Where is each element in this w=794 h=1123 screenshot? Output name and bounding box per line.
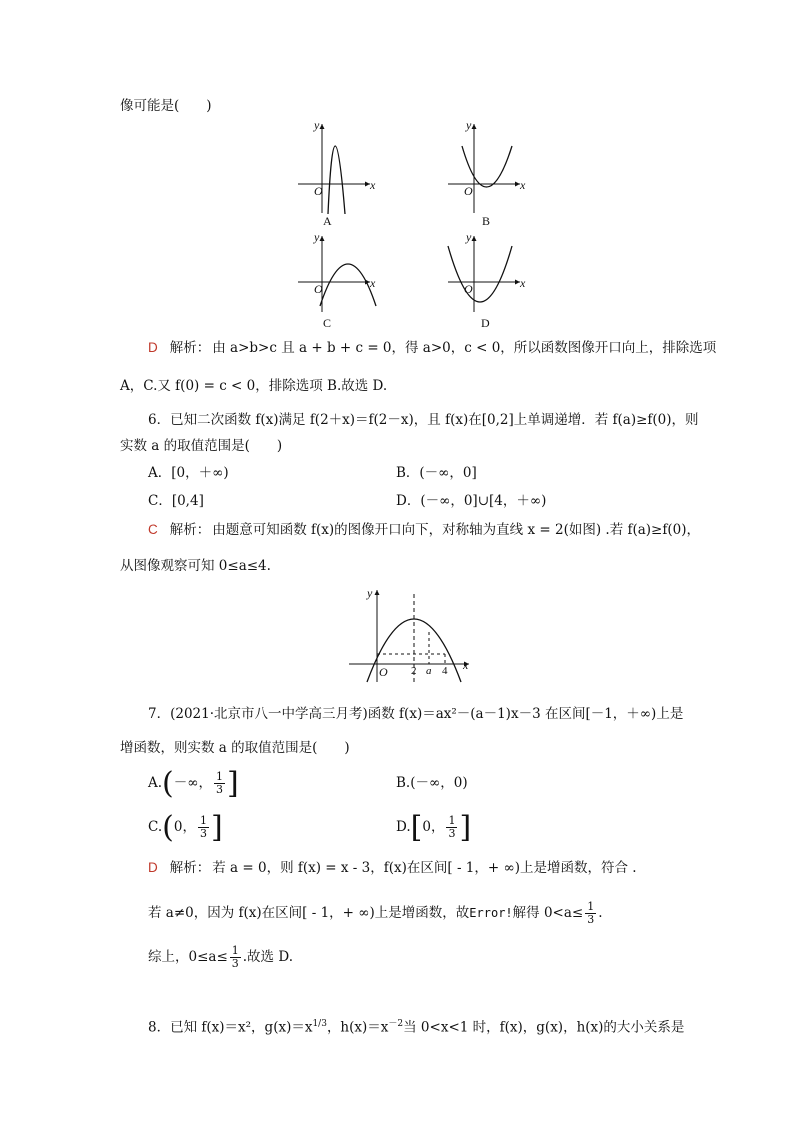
q6-option-c: C．[0,4] — [148, 493, 204, 509]
q8-stem-mid: ，h(x)＝x — [326, 1019, 389, 1036]
q5-analysis-line2: A，C.又 f(0) = c < 0，排除选项 B.故选 D. — [120, 378, 388, 394]
q7-option-d: D.[0， $\frac{1}{3}$ ] — [396, 809, 472, 845]
q5-graph-c — [290, 230, 380, 320]
q7-option-c-prefix: C. — [148, 819, 163, 835]
q6-analysis-line1: 由题意可知函数 f(x)的图像开口向下，对称轴为直线 x = 2(如图) .若 f(a)≥f(0)， — [212, 522, 700, 538]
q7-answer: D — [148, 860, 158, 875]
q6-option-b: B．(－∞，0] — [396, 465, 477, 481]
axis-y-label: y — [367, 586, 373, 600]
q7-analysis-line2-post: 解得 0<a≤ — [512, 905, 584, 921]
frac-numerator: 1 — [448, 814, 456, 827]
q5-graph-a — [290, 118, 380, 218]
q7-analysis-line1: 若 a = 0，则 f(x) = x - 3，f(x)在区间[ - 1，+ ∞)上是增函数，符合 . — [212, 860, 637, 876]
q7-analysis-line2-pre: 若 a≠0，因为 f(x)在区间[ - 1，+ ∞)上是增函数，故 — [148, 905, 470, 921]
q5-analysis — [148, 338, 716, 358]
q7-option-c-body: 0， — [173, 819, 196, 835]
q7-analysis-line3-pre: 综上，0≤a≤ — [148, 949, 228, 965]
q7-stem-line2: 增函数，则实数 a 的取值范围是( ) — [120, 740, 350, 756]
q7-option-a-prefix: A. — [148, 775, 163, 791]
frac-numerator: 1 — [199, 814, 207, 827]
q8-stem-pre: 8．已知 f(x)＝x²，g(x)＝x — [148, 1019, 313, 1036]
axis-y-label: y — [466, 118, 472, 132]
axis-x-label: x — [520, 178, 526, 192]
axis-x-label: x — [520, 276, 526, 290]
q7-analysis-line3 — [148, 942, 293, 972]
q8-stem-post: 当 0<x<1 时，f(x)，g(x)，h(x)的大小关系是 — [403, 1019, 685, 1036]
q7-option-a: A.(－∞， $\frac{1}{3}$ ] — [148, 765, 239, 801]
axis-y-label: y — [314, 118, 320, 132]
tick-label-a: a — [426, 665, 432, 677]
axis-x-label: x — [370, 276, 376, 290]
q6-analysis-line2: 从图像观察可知 0≤a≤4. — [120, 558, 271, 574]
q6-option-d: D．(－∞，0]∪[4，＋∞) — [396, 493, 547, 509]
axis-x-label: x — [370, 178, 376, 192]
frac-numerator: 1 — [216, 770, 224, 783]
origin-label: O — [464, 282, 473, 296]
q8-h-exponent: －2 — [388, 1019, 404, 1029]
q5-answer: D — [148, 340, 158, 355]
origin-label: O — [379, 665, 388, 679]
frac-denominator: 3 — [231, 957, 239, 970]
q7-analysis-line2: 若 a≠0，因为 f(x)在区间[ - 1，+ ∞)上是增函数，故Error!解得 0<a≤ $\frac{1}{3}$ . — [148, 900, 603, 926]
q7-stem-line1: 7．(2021·北京市八一中学高三月考)函数 f(x)＝ax²－(a－1)x－3 在区间[－1，＋∞)上是 — [148, 706, 684, 722]
q5-stem-tail: 像可能是( ) — [120, 98, 212, 114]
axis-y-label: y — [466, 230, 472, 244]
q7-analysis-line3-post: .故选 D. — [242, 949, 293, 965]
q6-stem-line1: 6．已知二次函数 f(x)满足 f(2＋x)＝f(2－x)，且 f(x)在[0,2]上单调递增．若 f(a)≥f(0)，则 — [148, 412, 699, 428]
origin-label: O — [314, 282, 323, 296]
q5-graph-d — [440, 230, 530, 320]
frac-numerator: 1 — [587, 900, 595, 913]
q8-g-exponent: 1/3 — [312, 1019, 327, 1029]
analysis-label: 解析： — [169, 860, 211, 876]
q6-option-a: A．[0，＋∞) — [148, 465, 229, 481]
q8-stem — [148, 1014, 684, 1038]
tick-label-4: 4 — [442, 665, 448, 677]
origin-label: O — [314, 184, 323, 198]
analysis-label: 解析： — [169, 522, 211, 538]
origin-label: O — [464, 184, 473, 198]
axis-x-label: x — [463, 658, 469, 672]
analysis-label: 解析： — [169, 340, 211, 356]
axis-y-label: y — [314, 230, 320, 244]
q7-option-a-body: －∞， — [173, 775, 213, 791]
q7-analysis — [148, 858, 637, 878]
q5-graph-b-label: B — [482, 214, 491, 228]
q5-graph-a-label: A — [323, 214, 332, 228]
q5-analysis-line1: 由 a>b>c 且 a + b + c = 0，得 a>0，c < 0，所以函数图像开口向上，排除选项 — [212, 340, 717, 356]
frac-denominator: 3 — [587, 913, 595, 926]
frac-denominator: 3 — [216, 783, 224, 796]
q6-analysis — [148, 520, 700, 540]
tick-label-2: 2 — [411, 665, 417, 677]
q6-stem-line2: 实数 a 的取值范围是( ) — [120, 438, 283, 454]
q5-graph-b — [440, 118, 530, 218]
q7-option-b: B.(－∞，0) — [396, 775, 468, 791]
error-text: Error! — [469, 906, 513, 920]
q7-option-d-prefix: D. — [396, 819, 411, 835]
q6-graph — [345, 586, 475, 686]
q7-option-d-body: 0， — [422, 819, 445, 835]
q5-graph-c-label: C — [323, 316, 332, 330]
q6-answer: C — [148, 522, 158, 537]
q7-option-c: C.(0， $\frac{1}{3}$ ] — [148, 809, 223, 845]
frac-denominator: 3 — [199, 827, 207, 840]
frac-denominator: 3 — [448, 827, 456, 840]
q5-graph-d-label: D — [481, 316, 490, 330]
frac-numerator: 1 — [231, 944, 239, 957]
